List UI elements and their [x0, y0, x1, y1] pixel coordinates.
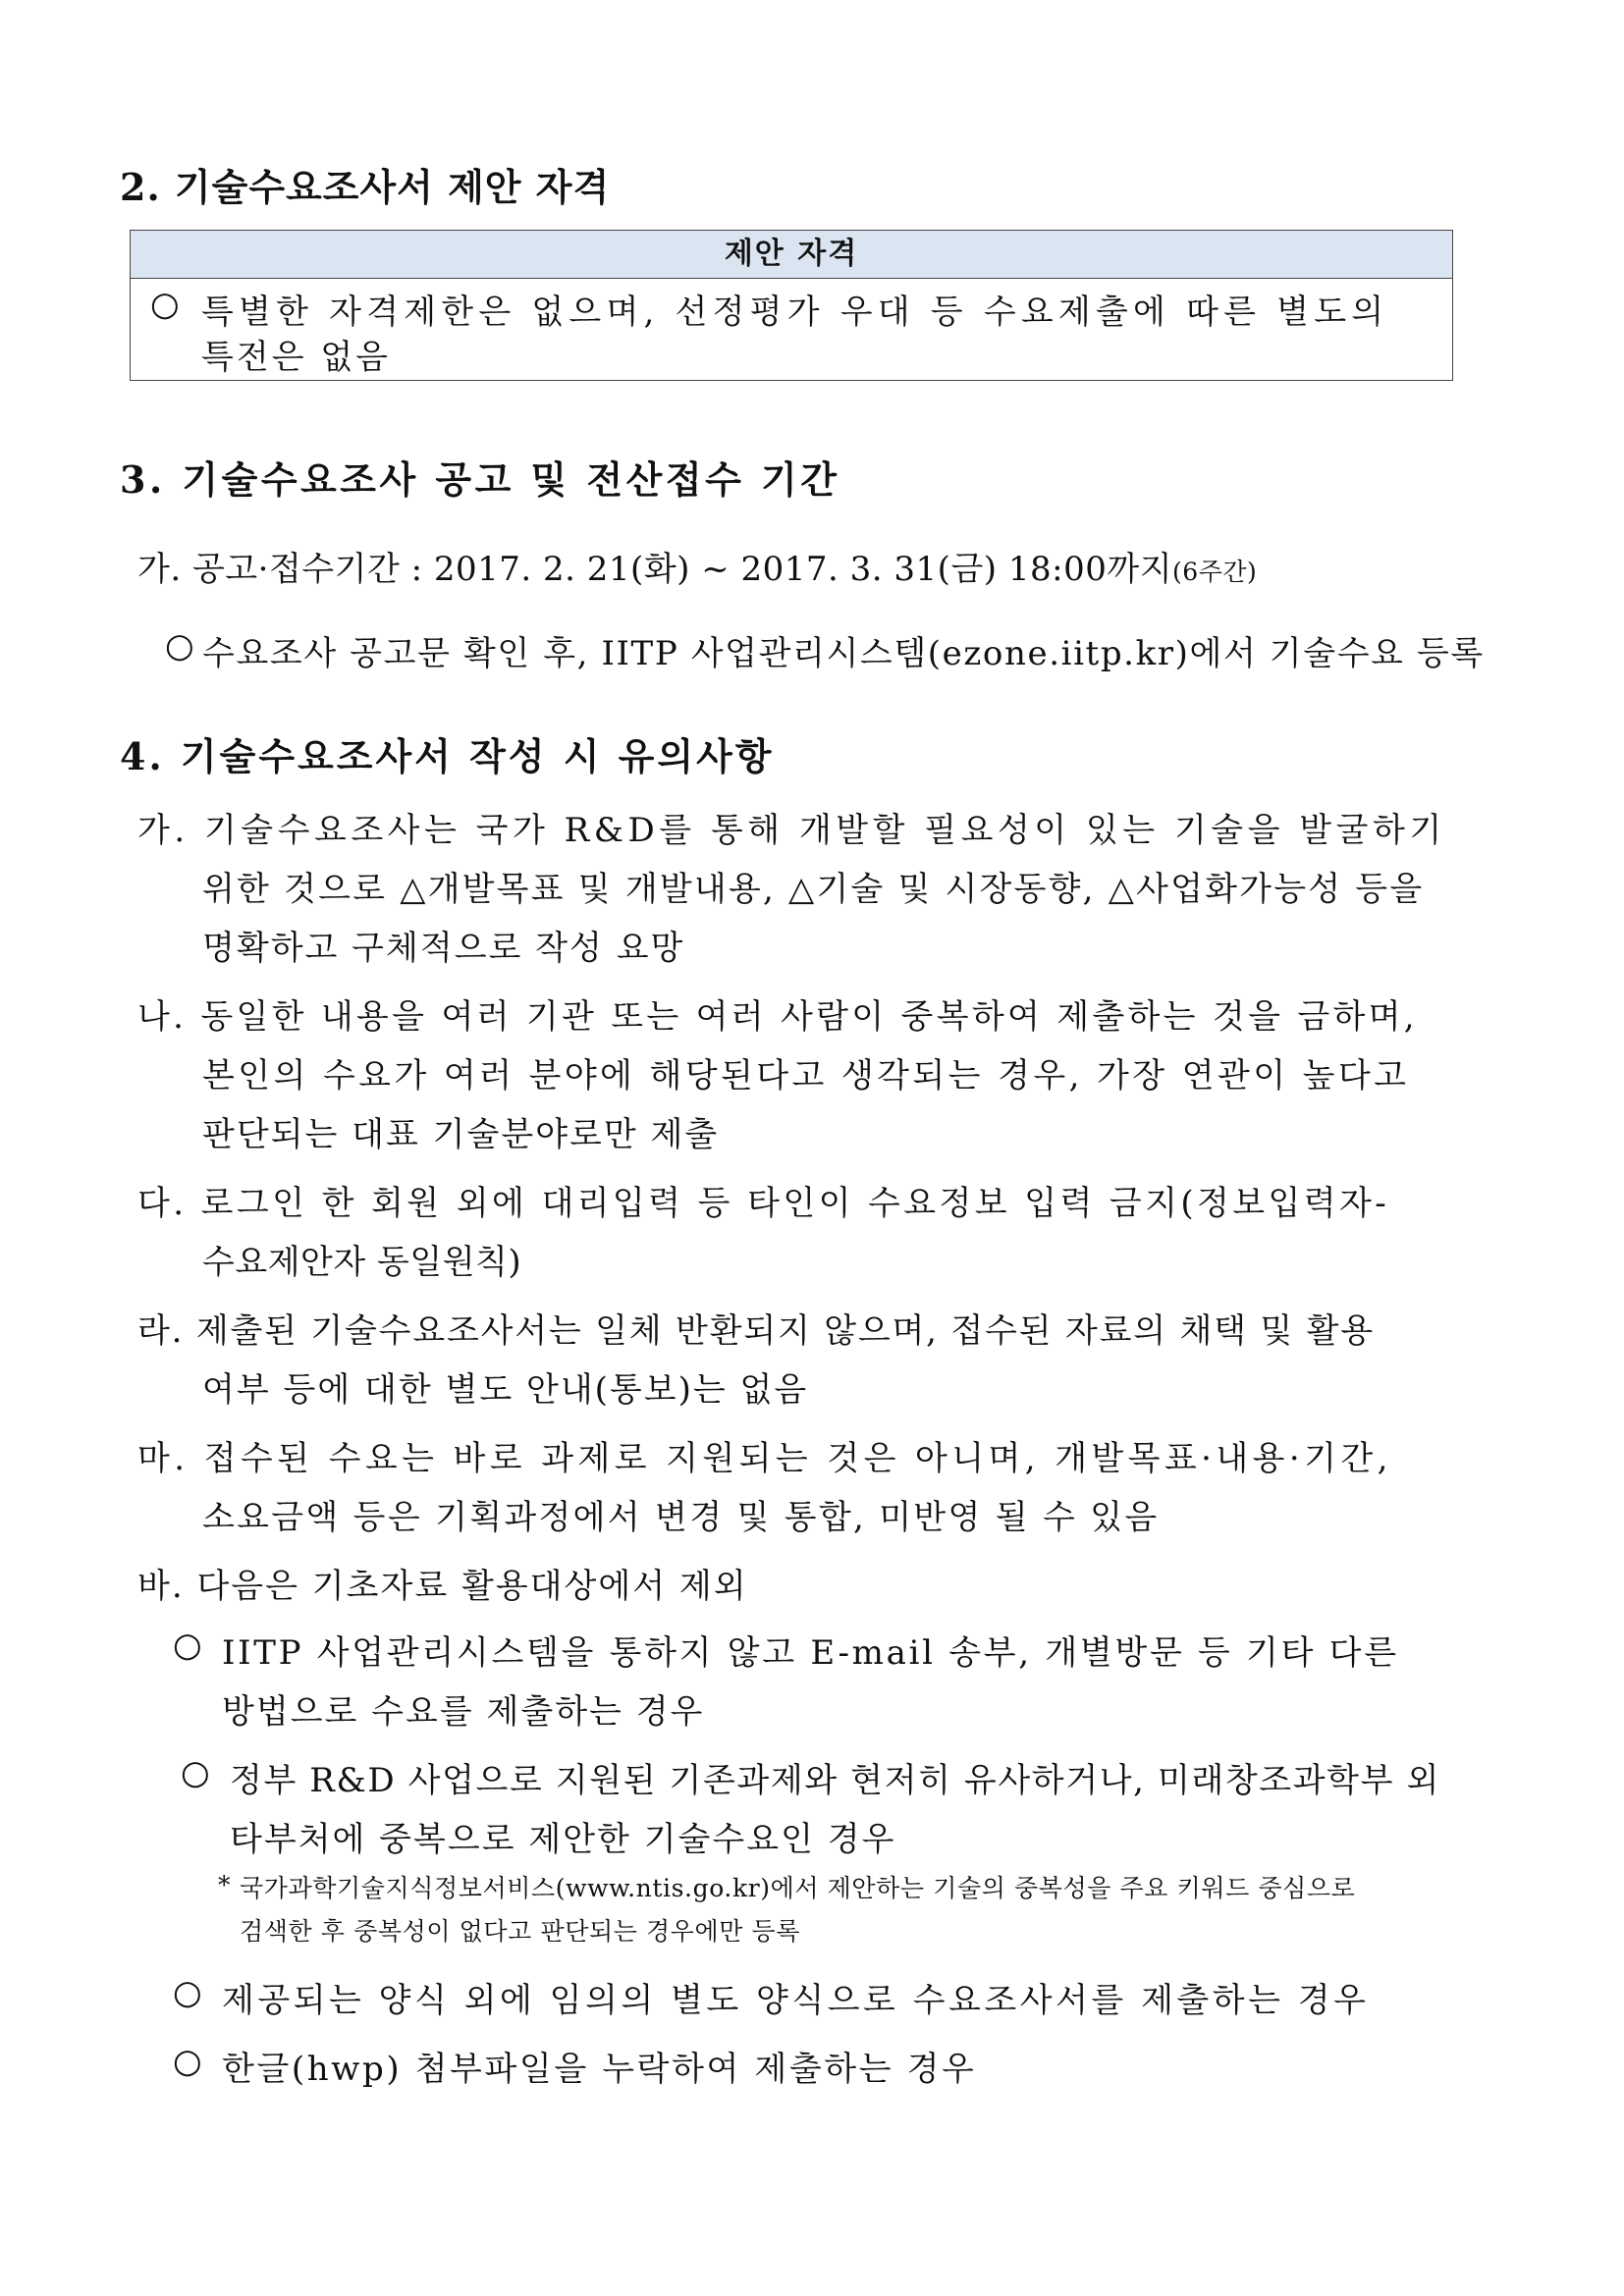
exclusion-1-line2: 방법으로 수요를 제출하는 경우 [222, 1692, 705, 1732]
item-ga-line3: 명확하고 구체적으로 작성 요망 [202, 929, 685, 968]
item-ra-line2: 여부 등에 대한 별도 안내(통보)는 없음 [202, 1370, 809, 1410]
exclusion-1-line1: IITP 사업관리시스템을 통하지 않고 E-mail 송부, 개별방문 등 기타 다른 [222, 1633, 1399, 1673]
exclusion-3: 제공되는 양식 외에 임의의 별도 양식으로 수요조사서를 제출하는 경우 [222, 1981, 1370, 2020]
period-suffix: (6주간) [1172, 558, 1258, 586]
item-da-line2: 수요제안자 동일원칙) [202, 1243, 522, 1282]
item-na-line2: 본인의 수요가 여러 분야에 해당된다고 생각되는 경우, 가장 연관이 높다고 [202, 1056, 1410, 1095]
bullet-icon: ○ [173, 2042, 203, 2081]
qualification-table-header: 제안 자격 [131, 231, 1452, 279]
item-ba: 바. 다음은 기초자료 활용대상에서 제외 [137, 1567, 748, 1606]
qualification-text-line2: 특전은 없음 [201, 338, 392, 377]
bullet-icon: ○ [173, 1626, 203, 1665]
item-ra-line1: 라. 제출된 기술수요조사서는 일체 반환되지 않으며, 접수된 자료의 채택 및 활용 [137, 1311, 1375, 1351]
note-line1: 국가과학기술지식정보서비스(www.ntis.go.kr)에서 제안하는 기술의 중복성을 주요 키워드 중심으로 [240, 1874, 1356, 1902]
item-ga-line1: 가. 기술수요조사는 국가 R&D를 통해 개발할 필요성이 있는 기술을 발굴하기 [137, 811, 1446, 850]
section4-heading: 4. 기술수요조사서 작성 시 유의사항 [120, 734, 775, 778]
section3-heading: 3. 기술수요조사 공고 및 전산접수 기간 [120, 457, 840, 502]
period-item [137, 542, 1257, 590]
bullet-icon: ○ [173, 1973, 203, 2012]
qualification-text-line1: 특별한 자격제한은 없으며, 선정평가 우대 등 수요제출에 따른 별도의 [201, 293, 1389, 332]
exclusion-2-line1: 정부 R&D 사업으로 지원된 기존과제와 현저히 유사하거나, 미래창조과학부 외 [230, 1761, 1440, 1800]
note-mark: * [218, 1871, 231, 1899]
item-na-line3: 판단되는 대표 기술분야로만 제출 [202, 1115, 720, 1154]
item-ma-line2: 소요금액 등은 기획과정에서 변경 및 통합, 미반영 될 수 있음 [202, 1498, 1160, 1537]
section2-heading: 2. 기술수요조사서 제안 자격 [120, 165, 611, 209]
qualification-table [130, 230, 1453, 381]
registration-text: 수요조사 공고문 확인 후, IITP 사업관리시스템(ezone.iitp.kr)에서 기술수요 등록 [202, 634, 1485, 673]
item-da-line1: 다. 로그인 한 회원 외에 대리입력 등 타인이 수요정보 입력 금지(정보입력자- [137, 1184, 1390, 1223]
bullet-icon: ○ [150, 285, 181, 324]
bullet-icon: ○ [165, 626, 195, 666]
item-na-line1: 나. 동일한 내용을 여러 기관 또는 여러 사람이 중복하여 제출하는 것을 금하며, [137, 997, 1418, 1037]
item-ma-line1: 마. 접수된 수요는 바로 과제로 지원되는 것은 아니며, 개발목표·내용·기간, [137, 1439, 1392, 1478]
period-text: 가. 공고·접수기간 : 2017. 2. 21(화) ~ 2017. 3. 31(금) 18:00까지 [137, 550, 1173, 589]
exclusion-4: 한글(hwp) 첨부파일을 누락하여 제출하는 경우 [222, 2050, 977, 2089]
note-line2: 검색한 후 중복성이 없다고 판단되는 경우에만 등록 [240, 1917, 801, 1946]
bullet-icon: ○ [181, 1753, 211, 1792]
item-ga-line2: 위한 것으로 △개발목표 및 개발내용, △기술 및 시장동향, △사업화가능성 등을 [202, 870, 1425, 909]
exclusion-2-line2: 타부처에 중복으로 제안한 기술수요인 경우 [230, 1820, 896, 1859]
